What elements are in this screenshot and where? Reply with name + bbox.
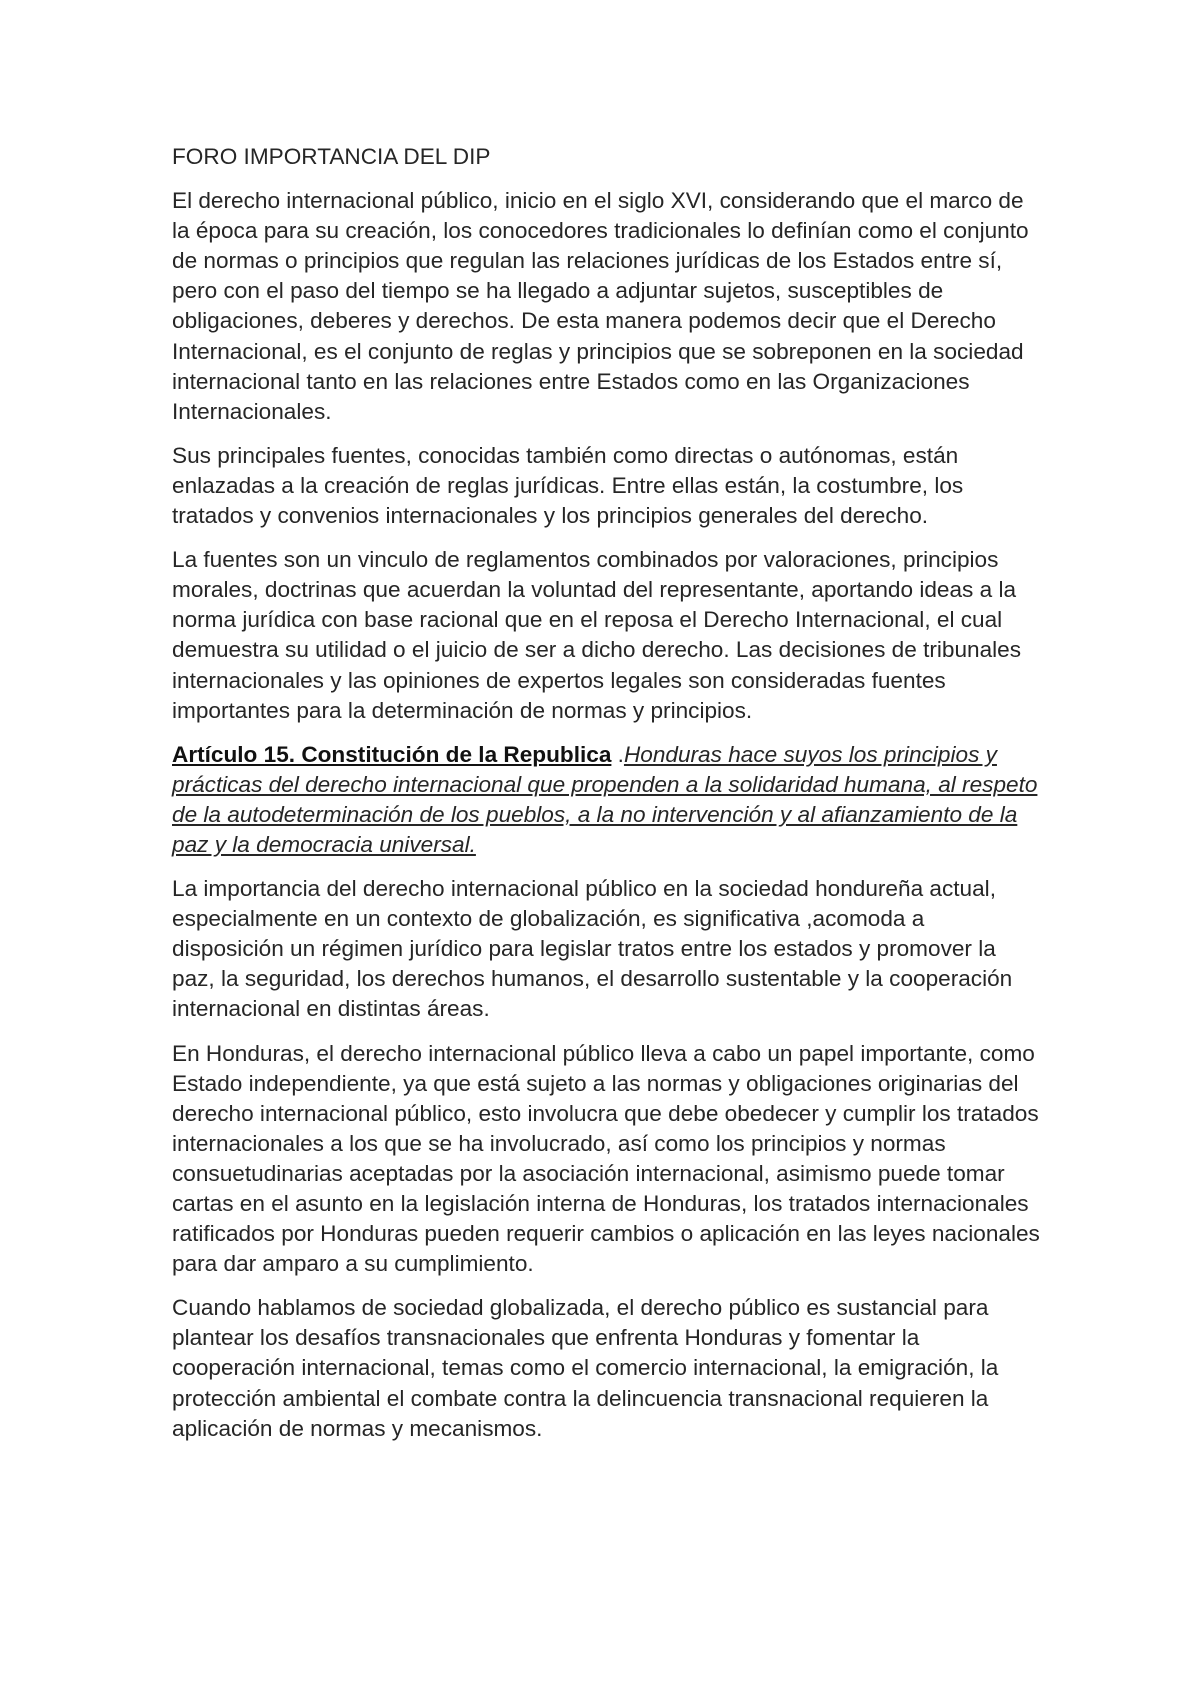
article-15-quote xyxy=(172,740,1042,860)
paragraph-globalization: Cuando hablamos de sociedad globalizada, el derecho público es sustancial para plantear los desafíos transnacionales que enfrenta Honduras y fomentar la cooperación internacional, temas como el comercio internacional, la emigración, la protección ambiental el combate contra la delincuencia transnacional requieren la aplicación de normas y mecanismos. xyxy=(172,1295,999,1441)
paragraph-sources-detail: La fuentes son un vinculo de reglamentos combinados por valoraciones, principios morales, doctrinas que acuerdan la voluntad del representante, aportando ideas a la norma jurídica con base racional que en el reposa el Derecho Internacional, el cual demuestra su utilidad o el juicio de ser a dicho derecho. Las decisiones de tribunales internacionales y las opiniones de expertos legales son consideradas fuentes importantes para la determinación de normas y principios. xyxy=(172,547,1022,723)
document-body xyxy=(172,142,1042,1458)
paragraph-origin: El derecho internacional público, inicio en el siglo XVI, considerando que el marco de la época para su creación, los conocedores tradicionales lo definían como el conjunto de normas o principios que regulan las relaciones jurídicas de los Estados entre sí, pero con el paso del tiempo se ha llegado a adjuntar sujetos, susceptibles de obligaciones, deberes y derechos. De esta manera podemos decir que el Derecho Internacional, es el conjunto de reglas y principios que se sobreponen en la sociedad internacional tanto en las relaciones entre Estados como en las Organizaciones Internacionales. xyxy=(172,188,1029,424)
article-heading: Artículo 15. Constitución de la Republica xyxy=(172,741,612,767)
article-text: Honduras hace suyos los principios y prácticas del derecho internacional que propenden a la solidaridad humana, al respeto de la autodeterminación de los pueblos, a la no intervención y al afianzamiento de la paz y la democracia universal. xyxy=(172,741,1038,857)
paragraph-honduras-role: En Honduras, el derecho internacional público lleva a cabo un papel importante, como Estado independiente, ya que está sujeto a las normas y obligaciones originarias del derecho internacional público, esto involucra que debe obedecer y cumplir los tratados internacionales a los que se ha involucrado, así como los principios y normas consuetudinarias aceptadas por la asociación internacional, asimismo puede tomar cartas en el asunto en la legislación interna de Honduras, los tratados internacionales ratificados por Honduras pueden requerir cambios o aplicación en las leyes nacionales para dar amparo a su cumplimiento. xyxy=(172,1040,1040,1277)
paragraph-importance: La importancia del derecho internacional público en la sociedad hondureña actual, especialmente en un contexto de globalización, es significativa ,acomoda a disposición un régimen jurídico para legislar tratos entre los estados y promover la paz, la seguridad, los derechos humanos, el desarrollo sustentable y la cooperación internacional en distintas áreas. xyxy=(172,876,1013,1022)
document-title: FORO IMPORTANCIA DEL DIP xyxy=(172,144,491,169)
paragraph-sources: Sus principales fuentes, conocidas también como directas o autónomas, están enlazadas a la creación de reglas jurídicas. Entre ellas están, la costumbre, los tratados y convenios internacionales y los principios generales del derecho. xyxy=(172,442,964,529)
article-separator: . xyxy=(611,741,624,767)
